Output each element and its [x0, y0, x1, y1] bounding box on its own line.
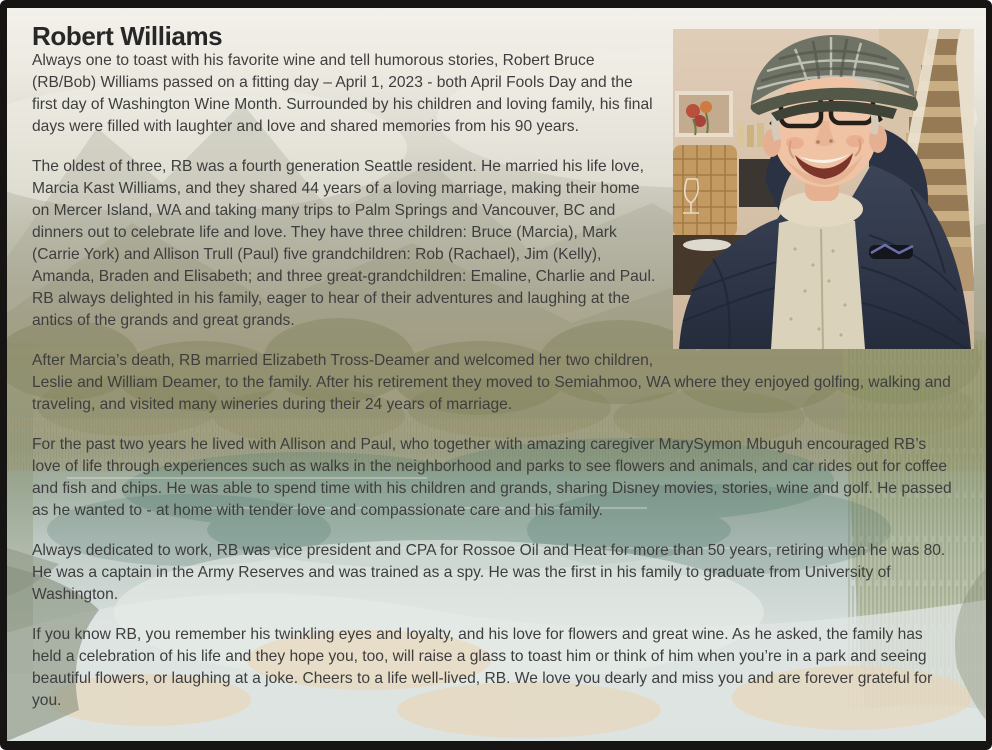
portrait-photo — [673, 29, 974, 349]
obituary-paragraph-remarriage: After Marcia’s death, RB married Elizabeth Tross-Deamer and welcomed her two children, Leslie and William Deamer, to the family. After his retirement they moved to Semiahmoo, WA where they enjoyed golfing, walking and traveling, and visited many wineries during their 24 years of marriage. — [32, 352, 951, 413]
obituary-paragraph-family: The oldest of three, RB was a fourth generation Seattle resident. He married his life love, Marcia Kast Williams, and they shared 44 years of a loving marriage, making their home on Mercer Island, WA and taking many trips to Palm Springs and Vancouver, BC and dinners out to celebrate life and love. They have three children: Bruce (Marcia), Mark (Carrie York) and Allison Trull (Paul) five grandchildren: Rob (Rachael), Jim (Kelly), Amanda, Braden and Elisabeth; and three great-grandchildren: Emaline, Charlie and Paul. RB always delighted in his family, eager to hear of their adventures and laughing at the antics of the grands and great grands. — [32, 158, 656, 329]
obituary-paragraph-career: Always dedicated to work, RB was vice president and CPA for Rossoe Oil and Heat for more than 50 years, retiring when he was 80. He was a captain in the Army Reserves and was trained as a spy. He was the first in his family to graduate from University of Washington. — [32, 542, 946, 603]
obituary-paragraph-intro: Always one to toast with his favorite wine and tell humorous stories, Robert Bruce (RB/Bob) Williams passed on a fitting day – April 1, 2023 - both April Fools Day and the first day of Washington Wine Month. Surrounded by his children and loving family, his final days were filled with laughter and love and shared memories from his 90 years. — [32, 52, 653, 135]
obituary-title: Robert Williams — [32, 21, 223, 51]
obituary-content — [7, 8, 986, 712]
obituary-paragraph-caregiving: For the past two years he lived with Allison and Paul, who together with amazing caregiver MarySymon Mbuguh encouraged RB’s love of life through experiences such as walks in the neighborhood and parks to see flowers and animals, and car rides out for coffee and fish and chips. He was able to spend time with his children and grands, sharing Disney movies, stories, wine and golf. He passed as he wanted to - at home with tender love and compassionate care and his family. — [32, 436, 952, 519]
obituary-paragraph-farewell: If you know RB, you remember his twinkling eyes and loyalty, and his love for flowers and great wine. As he asked, the family has held a celebration of his life and they hope you, too, will raise a glass to toast him or think of him when you’re in a park and seeing beautiful flowers, or laughing at a joke. Cheers to a life well-lived, RB. We love you dearly and miss you and are forever grateful for you. — [32, 626, 933, 709]
portrait-art — [673, 29, 974, 349]
